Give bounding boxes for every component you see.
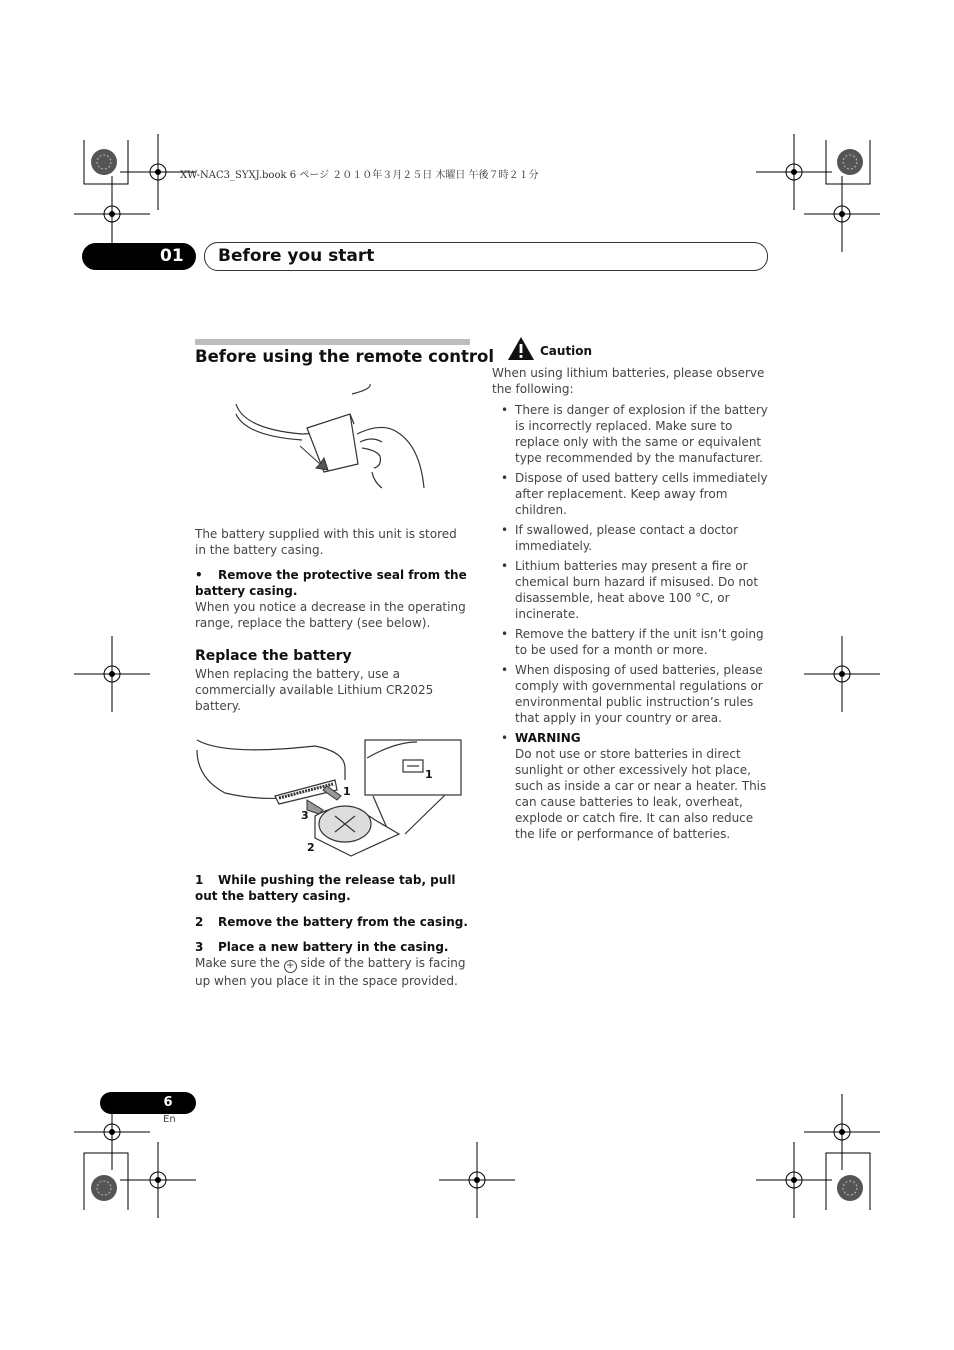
inset-label-one: 1 [425,768,433,781]
step-number: 3 [195,940,204,954]
plus-circle-icon: + [284,960,297,973]
page-number-pill [100,1092,196,1114]
seal-instruction [195,567,470,599]
intro-text: The battery supplied with this unit is stored in the battery casing. [195,527,457,557]
list-item: • Dispose of used battery cells immediately after replacement. Keep away from children. [492,470,768,518]
seal-note: When you notice a decrease in the operating range, replace the battery (see below). [195,600,466,630]
label-three: 3 [301,809,309,822]
step-text: While pushing the release tab, pull out the battery casing. [195,873,456,903]
page-number: 6 [163,1095,173,1110]
warning-heading: WARNING [515,731,581,745]
warning-text: Do not use or store batteries in direct sunlight or other excessively hot place, such as inside a car or near a heater. This can cause batteries to leak, overheat, explode or catch fire. It can also reduce the life or performance of batteries. [515,747,767,841]
step-3 [195,939,470,955]
replace-text: When replacing the battery, use a commercially available Lithium CR2025 battery. [195,667,434,713]
bullet-icon: • [195,568,203,582]
caution-intro: When using lithium batteries, please observe the following: [492,366,765,396]
section-bar [195,339,470,345]
section-title: Before using the remote control [195,347,495,366]
step3-note-before: Make sure the [195,956,284,970]
step3-note-after: side of the battery is facing up when you place it in the space provided. [195,956,466,988]
step-text: Place a new battery in the casing. [218,940,449,954]
label-two: 2 [307,841,315,854]
print-header: XW-NAC3_SYXJ.book 6 ページ ２０１０年３月２５日 木曜日 午後７時２１分 [180,170,539,181]
label-one: 1 [343,785,351,798]
warning-triangle-icon [507,336,535,361]
replace-heading: Replace the battery [195,648,352,664]
seal-instruction-text: Remove the protective seal from the battery casing. [195,568,467,598]
caution-heading: Caution [540,344,593,358]
arrow-left-icon [307,800,323,814]
list-item: • If swallowed, please contact a doctor immediately. [492,522,768,554]
step-2 [195,914,470,930]
chapter-title: Before you start [218,246,375,266]
page-language: En [163,1114,176,1125]
list-item: • Lithium batteries may present a fire or chemical burn hazard if misused. Do not disassemble, heat above 100 °C, or incinerate. [492,558,768,622]
step-number: 2 [195,915,204,929]
battery-replacement-illustration [195,738,463,858]
chapter-number: 01 [160,246,184,266]
caution-list [492,402,768,846]
step3-note [195,955,471,989]
list-item: • When disposing of used batteries, please comply with governmental regulations or environmental public instruction’s rules that apply in your country or area. [492,662,768,726]
step-text: Remove the battery from the casing. [218,915,468,929]
step-number: 1 [195,873,204,887]
seal-removal-illustration [232,384,432,494]
list-item: • There is danger of explosion if the battery is incorrectly replaced. Make sure to replace only with the same or equivalent type recommended by the manufacturer. [492,402,768,466]
list-item: • Remove the battery if the unit isn’t going to be used for a month or more. [492,626,768,658]
warning-item [492,730,768,842]
step-1 [195,872,470,904]
